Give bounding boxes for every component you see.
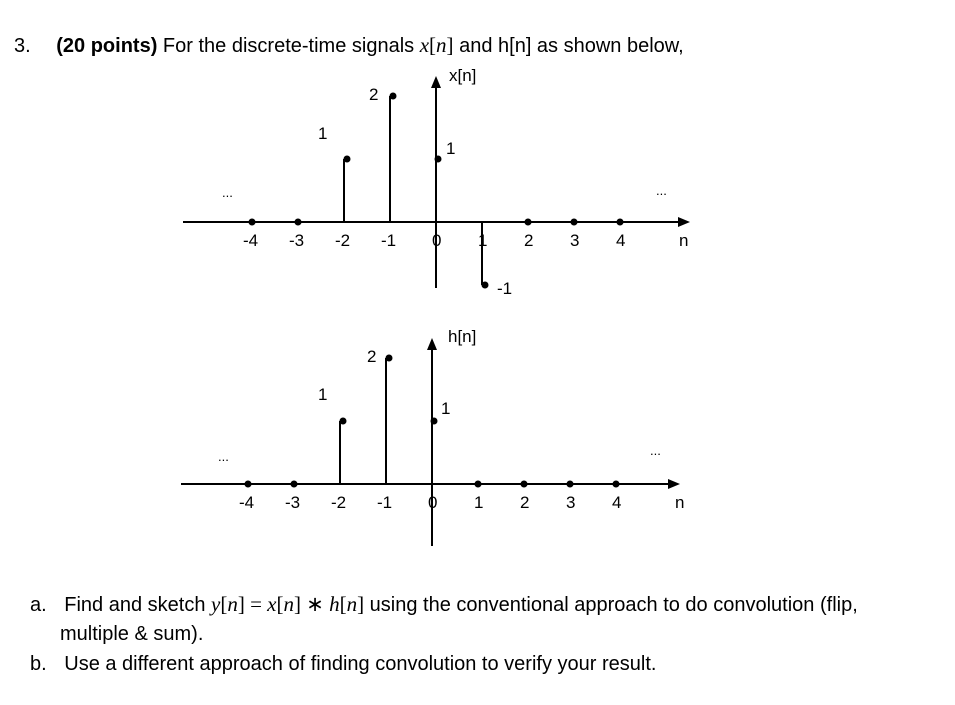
stem-marker [567, 481, 574, 488]
eq-n: n [346, 592, 358, 616]
x-axis-arrow-icon [668, 479, 680, 489]
stem-marker [344, 156, 351, 163]
ellipsis-left: ... [218, 449, 229, 464]
tick-label: 4 [612, 493, 622, 512]
stem-marker [571, 219, 578, 226]
tick-label: 2 [520, 493, 530, 512]
tick-label: -4 [239, 493, 255, 512]
stem-marker [521, 481, 528, 488]
tick-label: 4 [616, 231, 626, 250]
stem-marker [482, 282, 489, 289]
tick-label: -1 [381, 231, 397, 250]
part-a-continued: multiple & sum). [60, 623, 204, 645]
problem-number: 3. [14, 35, 31, 57]
stem-marker [340, 418, 347, 425]
tick-label: 1 [478, 231, 488, 250]
y-axis-arrow-icon [431, 76, 441, 88]
eq-convolution: ] ∗ [294, 592, 330, 616]
value-label: 1 [318, 385, 328, 404]
eq-bracket: ] [357, 592, 365, 616]
eq-bracket: [ [220, 592, 228, 616]
stem-marker [386, 355, 393, 362]
tick-label: 1 [474, 493, 484, 512]
value-label: 1 [446, 139, 456, 158]
stem-marker [475, 481, 482, 488]
tick-label: 0 [432, 231, 442, 250]
part-a-label: a. [30, 594, 47, 616]
part-b-label: b. [30, 653, 47, 675]
tick-label: 0 [428, 493, 438, 512]
tick-label: 3 [566, 493, 576, 512]
eq-h: h [329, 592, 340, 616]
eq-equals: ] = [237, 592, 268, 616]
problem-points: (20 points) [56, 35, 158, 57]
eq-bracket: [ [276, 592, 284, 616]
x-axis-arrow-icon [678, 217, 690, 227]
tick-label: -3 [289, 231, 305, 250]
stem-marker [245, 481, 252, 488]
tick-label: -2 [335, 231, 351, 250]
tick-label: -1 [377, 493, 393, 512]
part-a-text-1: Find and sketch [64, 594, 211, 616]
tick-label: 3 [570, 231, 580, 250]
tick-label: -4 [243, 231, 259, 250]
stem-marker [613, 481, 620, 488]
stem-marker [431, 418, 438, 425]
n-symbol: n [436, 33, 447, 57]
tick-label: 2 [524, 231, 534, 250]
x-symbol: x [419, 33, 430, 57]
stem-marker [249, 219, 256, 226]
eq-y: y [211, 592, 221, 616]
part-b [30, 651, 656, 677]
eq-n: n [227, 592, 238, 616]
stem-marker [617, 219, 624, 226]
part-a [30, 591, 858, 618]
tick-label: -2 [331, 493, 347, 512]
eq-x: x [267, 592, 277, 616]
x-axis-label: n [679, 231, 689, 250]
value-label: 2 [367, 347, 377, 366]
plot-title: h[n] [448, 327, 477, 346]
stem-marker [435, 156, 442, 163]
value-label: -1 [497, 279, 513, 298]
plot-x-group [183, 66, 690, 298]
problem-and-text: and h[n] as shown below, [453, 35, 684, 57]
ellipsis-left: ... [222, 185, 233, 200]
stem-marker [291, 481, 298, 488]
plot-title: x[n] [449, 66, 477, 85]
value-label: 1 [318, 124, 328, 143]
problem-intro: For the discrete-time signals [157, 35, 420, 57]
part-a-text-2: using the conventional approach to do convolution (flip, [364, 594, 858, 616]
ellipsis-right: ... [656, 183, 667, 198]
stem-marker [390, 93, 397, 100]
ellipsis-right: ... [650, 443, 661, 458]
y-axis-arrow-icon [427, 338, 437, 350]
value-label: 1 [441, 399, 451, 418]
eq-n: n [283, 592, 294, 616]
stem-marker [295, 219, 302, 226]
plot-h-group [181, 327, 684, 546]
stem-marker [525, 219, 532, 226]
value-label: 2 [369, 85, 379, 104]
tick-label: -3 [285, 493, 301, 512]
x-axis-label: n [675, 493, 685, 512]
problem-statement: 3. (20 points) For the discrete-time signals x[n] and h[n] as shown below, [14, 33, 684, 57]
part-b-text: Use a different approach of finding convolution to verify your result. [64, 653, 657, 675]
eq-bracket: [ [339, 592, 347, 616]
